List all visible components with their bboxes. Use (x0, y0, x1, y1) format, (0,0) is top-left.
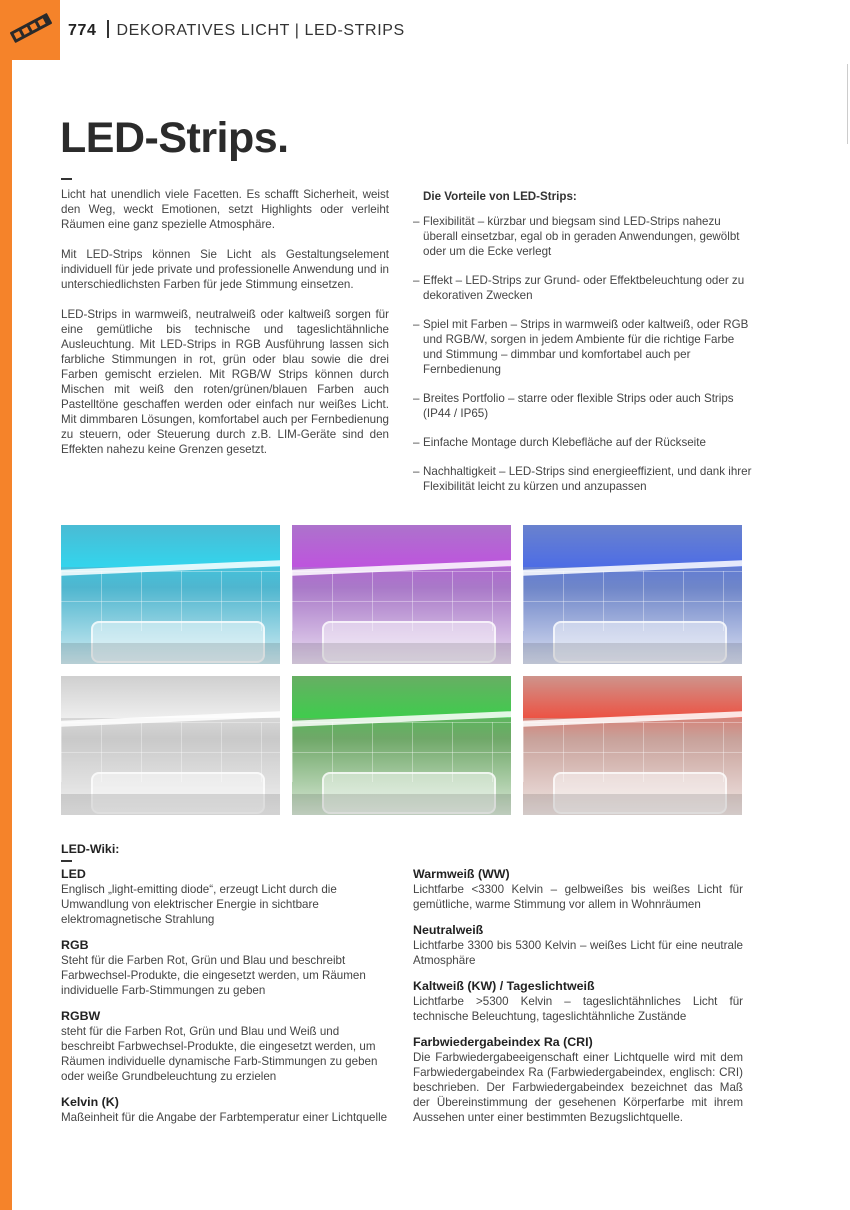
led-strip-icon (8, 8, 54, 48)
bathroom-photo-purple (292, 525, 511, 664)
wiki-entry (61, 867, 389, 927)
wiki-column-left (61, 867, 389, 1136)
bathroom-photo-red (523, 676, 742, 815)
wiki-term: Kaltweiß (KW) / Tageslichtweiß (413, 979, 595, 993)
title-dash (61, 178, 72, 180)
wiki-entry (413, 1035, 743, 1125)
wiki-definition: steht für die Farben Rot, Grün und Blau und Weiß und beschreibt Farbwechsel-Produkte, die eingesetzt werden, um Räumen individuelle dynamische Farb-Stimmungen zu geben oder weiße Grundbeleuchtung zu erzielen (61, 1025, 378, 1083)
wiki-definition: Die Farbwiedergabeeigenschaft einer Lichtquelle wird mit dem Farbwiedergabeindex Ra (Farbwiedergabeindex, englisch: CRI) beschrieben. Der Farbwiedergabeindex bezeichnet das Maß der Übereinstimmung der gesehenen Körperfarbe mit ihrem Aussehen unter einer bestimmten Bezugslichtquelle. (413, 1051, 743, 1124)
benefit-item: – Effekt – LED-Strips zur Grund- oder Effektbeleuchtung oder zu dekorativen Zwecken (413, 273, 753, 303)
wiki-entry (413, 923, 743, 968)
corner-tab (0, 0, 60, 60)
edge-rule (847, 64, 848, 144)
bathroom-photo-cyan (61, 525, 280, 664)
wiki-definition: Lichtfarbe <3300 Kelvin – gelbweißes bis weißes Licht für gemütliche, warme Stimmung vor allem in Wohnräumen (413, 883, 743, 911)
intro-paragraph: Licht hat unendlich viele Facetten. Es schafft Sicherheit, weist den Weg, weckt Emotionen, setzt Highlights oder verleiht Räumen eine ganz spezielle Atmosphäre. (61, 188, 389, 231)
wiki-definition: Lichtfarbe 3300 bis 5300 Kelvin – weißes Licht für eine neutrale Atmosphäre (413, 939, 743, 967)
benefit-item: – Nachhaltigkeit – LED-Strips sind energieeffizient, und dank ihrer Flexibilität leicht zu kürzen und anzupassen (413, 464, 753, 494)
wiki-term: RGBW (61, 1009, 101, 1023)
benefit-item: – Breites Portfolio – starre oder flexible Strips oder auch Strips (IP44 / IP65) (413, 391, 753, 421)
benefit-item: – Flexibilität – kürzbar und biegsam sind LED-Strips nahezu überall einsetzbar, egal ob in geraden Anwendungen, gewölbt oder um die Ecke verlegt (413, 214, 753, 259)
bathroom-photo-white (61, 676, 280, 815)
wiki-column-right (413, 867, 743, 1136)
wiki-entry (61, 1009, 389, 1084)
wiki-term: Neutralweiß (413, 923, 484, 937)
wiki-term: Farbwiedergabeindex Ra (CRI) (413, 1035, 593, 1049)
wiki-definition: Lichtfarbe >5300 Kelvin – tageslichtähnliches Licht für technische Beleuchtung, tageslichtähnliche Zustände (413, 995, 743, 1023)
wiki-entry (413, 867, 743, 912)
page-title: LED-Strips. (60, 114, 289, 162)
wiki-entry (61, 1095, 389, 1125)
benefit-item: – Einfache Montage durch Klebefläche auf der Rückseite (413, 435, 753, 450)
orange-side-bar (0, 0, 12, 1210)
benefits-list (413, 189, 753, 508)
bathroom-photo-blue (523, 525, 742, 664)
wiki-entry (413, 979, 743, 1024)
section-title: DEKORATIVES LICHT | LED-STRIPS (116, 22, 405, 39)
wiki-term: LED (61, 867, 86, 881)
benefits-heading: Die Vorteile von LED-Strips: (423, 190, 577, 203)
wiki-entry (61, 938, 389, 998)
intro-paragraph: Mit LED-Strips können Sie Licht als Gestaltungselement individuell für jede private und professionelle Anwendung und in unterschiedlichsten Farben für jede Stimmung einsetzen. (61, 248, 389, 291)
wiki-definition: Maßeinheit für die Angabe der Farbtemperatur einer Lichtquelle (61, 1111, 388, 1124)
intro-paragraph: LED-Strips in warmweiß, neutralweiß oder kaltweiß sorgen für eine gemütliche bis technische und tageslichtähnliche Ausleuchtung. Mit LED-Strips in RGB Ausführung lassen sich farbliche Stimmungen in rot, grün oder blau sowie die drei Farben gemischt erzielen. Mit RGB/W Strips können durch Mischen mit weiß den roten/grünen/blauen Farben auch Pastelltöne geschaffen werden oder einfach nur weißes Licht. Mit dimmbaren Lösungen, komfortabel auch per Fernbedienung zu steuern, oder Steuerung durch z.B. LIM-Geräte sind den Effekten nahezu keine Grenzen gesetzt. (61, 308, 389, 456)
wiki-term: Kelvin (K) (61, 1095, 119, 1109)
page-header (68, 20, 405, 40)
wiki-term: Warmweiß (WW) (413, 867, 510, 881)
header-divider (107, 20, 109, 38)
page-number: 774 (68, 22, 97, 39)
wiki-definition: Englisch „light-emitting diode“, erzeugt Licht durch die Umwandlung von elektrischer Energie in sichtbare elektromagnetische Strahlung (61, 883, 337, 926)
benefit-item: – Spiel mit Farben – Strips in warmweiß oder kaltweiß, oder RGB und RGB/W, sorgen in jedem Ambiente für die richtige Farbe und Stimmung – dimmbar und komfortabel auch per Fernbedienung (413, 317, 753, 377)
wiki-definition: Steht für die Farben Rot, Grün und Blau und beschreibt Farbwechsel-Produkte, die eingesetzt werden, um Räumen individuelle Farb-Stimmungen zu geben (61, 954, 366, 997)
intro-text (61, 187, 389, 472)
bathroom-photo-green (292, 676, 511, 815)
wiki-dash (61, 860, 72, 862)
wiki-heading: LED-Wiki: (61, 842, 120, 856)
wiki-term: RGB (61, 938, 89, 952)
